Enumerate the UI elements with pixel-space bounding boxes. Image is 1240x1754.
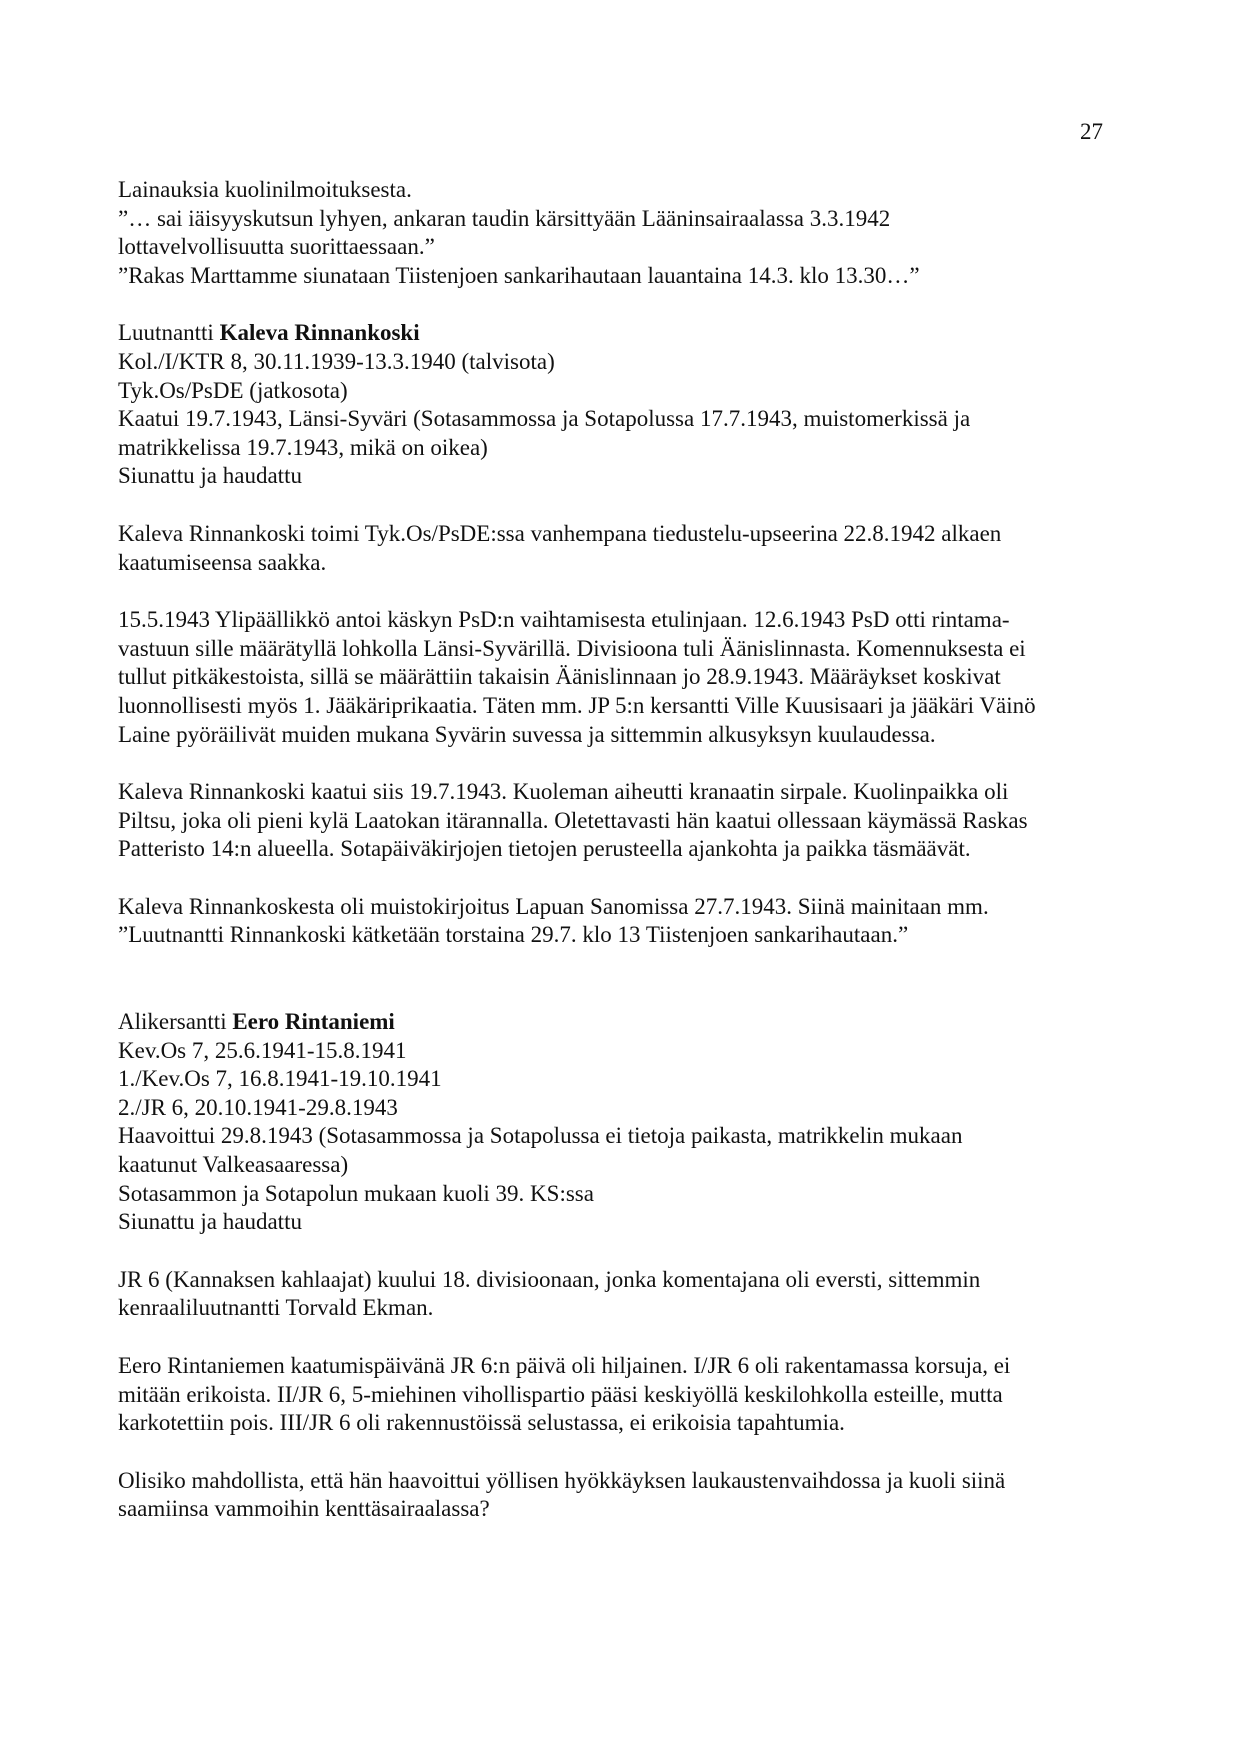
- service-line: Siunattu ja haudattu: [118, 1209, 302, 1235]
- text-line: Laine pyöräilivät muiden mukana Syvärin suvessa ja sittemmin alkusyksyn kuulaudessa.: [118, 721, 936, 747]
- person-heading: [118, 1008, 1128, 1037]
- text-line: Lainauksia kuolinilmoituksesta.: [118, 177, 412, 202]
- person-rank: Alikersantti: [118, 1009, 233, 1035]
- text-line: Kaleva Rinnankoski kaatui siis 19.7.1943. Kuoleman aiheutti kranaatin sirpale. Kuolinpaikka oli: [118, 779, 1009, 805]
- text-line: lottavelvollisuutta suorittaessaan.”: [118, 234, 435, 260]
- service-line: 1./Kev.Os 7, 16.8.1941-19.10.1941: [118, 1066, 442, 1092]
- service-line: Sotasammon ja Sotapolun mukaan kuoli 39. KS:ssa: [118, 1180, 594, 1206]
- text-line: kaatumiseensa saakka.: [118, 549, 327, 575]
- paragraph: [118, 1467, 1128, 1524]
- text-line: tullut pitkäkestoista, sillä se määrättiin takaisin Äänislinnaan jo 28.9.1943. Määräykset koskivat: [118, 664, 1001, 690]
- text-line: 15.5.1943 Ylipäällikkö antoi käskyn PsD:n vaihtamisesta etulinjaan. 12.6.1943 PsD otti rintama-: [118, 607, 1010, 633]
- text-line: vastuun sille määrätyllä lohkolla Länsi-Syvärillä. Divisioona tuli Äänislinnasta. Komennuksesta ei: [118, 635, 1026, 661]
- text-line: ”Luutnantti Rinnankoski kätketään torstaina 29.7. klo 13 Tiistenjoen sankarihautaan.”: [118, 922, 909, 948]
- paragraph: [118, 778, 1128, 864]
- text-line: Kaleva Rinnankoskesta oli muistokirjoitus Lapuan Sanomissa 27.7.1943. Siinä mainitaan mm.: [118, 893, 989, 919]
- text-line: Patteristo 14:n alueella. Sotapäiväkirjojen tietojen perusteella ajankohta ja paikka täsmäävät.: [118, 836, 971, 862]
- service-line: Kev.Os 7, 25.6.1941-15.8.1941: [118, 1037, 407, 1063]
- text-line: Kaleva Rinnankoski toimi Tyk.Os/PsDE:ssa vanhempana tiedustelu-upseerina 22.8.1942 alkaen: [118, 520, 1002, 546]
- person-entry-rinnankoski: [118, 319, 1128, 950]
- document-body: [118, 176, 1128, 1524]
- paragraph: [118, 893, 1128, 950]
- service-line: kaatunut Valkeasaaressa): [118, 1152, 349, 1178]
- text-line: Piltsu, joka oli pieni kylä Laatokan itärannalla. Oletettavasti hän kaatui ollessaan käymässä Raskas: [118, 807, 1028, 833]
- paragraph: [118, 1352, 1128, 1438]
- person-rank: Luutnantti: [118, 320, 220, 346]
- intro-quotes: [118, 176, 1128, 290]
- paragraph: [118, 520, 1128, 577]
- text-line: ”Rakas Marttamme siunataan Tiistenjoen sankarihautaan lauantaina 14.3. klo 13.30…”: [118, 262, 920, 288]
- text-line: luonnollisesti myös 1. Jääkäriprikaatia. Täten mm. JP 5:n kersantti Ville Kuusisaari ja jääkäri Väinö: [118, 692, 1036, 718]
- person-name: Kaleva Rinnankoski: [219, 320, 420, 346]
- text-line: mitään erikoista. II/JR 6, 5-miehinen vihollispartio pääsi keskiyöllä keskilohkolla esteille, mutta: [118, 1381, 1003, 1407]
- text-line: saamiinsa vammoihin kenttäsairaalassa?: [118, 1496, 490, 1522]
- paragraph: [118, 606, 1128, 749]
- person-name: Eero Rintaniemi: [232, 1009, 395, 1035]
- service-line: Haavoittui 29.8.1943 (Sotasammossa ja Sotapolussa ei tietoja paikasta, matrikkelin mukaan: [118, 1123, 963, 1149]
- service-line: 2./JR 6, 20.10.1941-29.8.1943: [118, 1094, 398, 1120]
- text-line: Olisiko mahdollista, että hän haavoittui yöllisen hyökkäyksen laukaustenvaihdossa ja kuoli siinä: [118, 1467, 1006, 1493]
- text-line: ”… sai iäisyyskutsun lyhyen, ankaran taudin kärsittyään Lääninsairaalassa 3.3.1942: [118, 205, 891, 231]
- service-line: Kol./I/KTR 8, 30.11.1939-13.3.1940 (talvisota): [118, 348, 555, 374]
- text-line: karkotettiin pois. III/JR 6 oli rakennustöissä selustassa, ei erikoisia tapahtumia.: [118, 1410, 845, 1436]
- page-number: 27: [1080, 119, 1103, 144]
- person-entry-rintaniemi: [118, 1008, 1128, 1524]
- service-line: Siunattu ja haudattu: [118, 463, 302, 489]
- text-line: kenraaliluutnantti Torvald Ekman.: [118, 1295, 434, 1321]
- service-line: Kaatui 19.7.1943, Länsi-Syväri (Sotasammossa ja Sotapolussa 17.7.1943, muistomerkissä ja: [118, 406, 971, 432]
- service-line: matrikkelissa 19.7.1943, mikä on oikea): [118, 434, 488, 460]
- text-line: JR 6 (Kannaksen kahlaajat) kuului 18. divisioonaan, jonka komentajana oli eversti, sittemmin: [118, 1266, 981, 1292]
- text-line: Eero Rintaniemen kaatumispäivänä JR 6:n päivä oli hiljainen. I/JR 6 oli rakentamassa korsuja, ei: [118, 1353, 1011, 1378]
- paragraph: [118, 1266, 1128, 1323]
- person-heading: [118, 319, 1128, 348]
- service-line: Tyk.Os/PsDE (jatkosota): [118, 377, 348, 403]
